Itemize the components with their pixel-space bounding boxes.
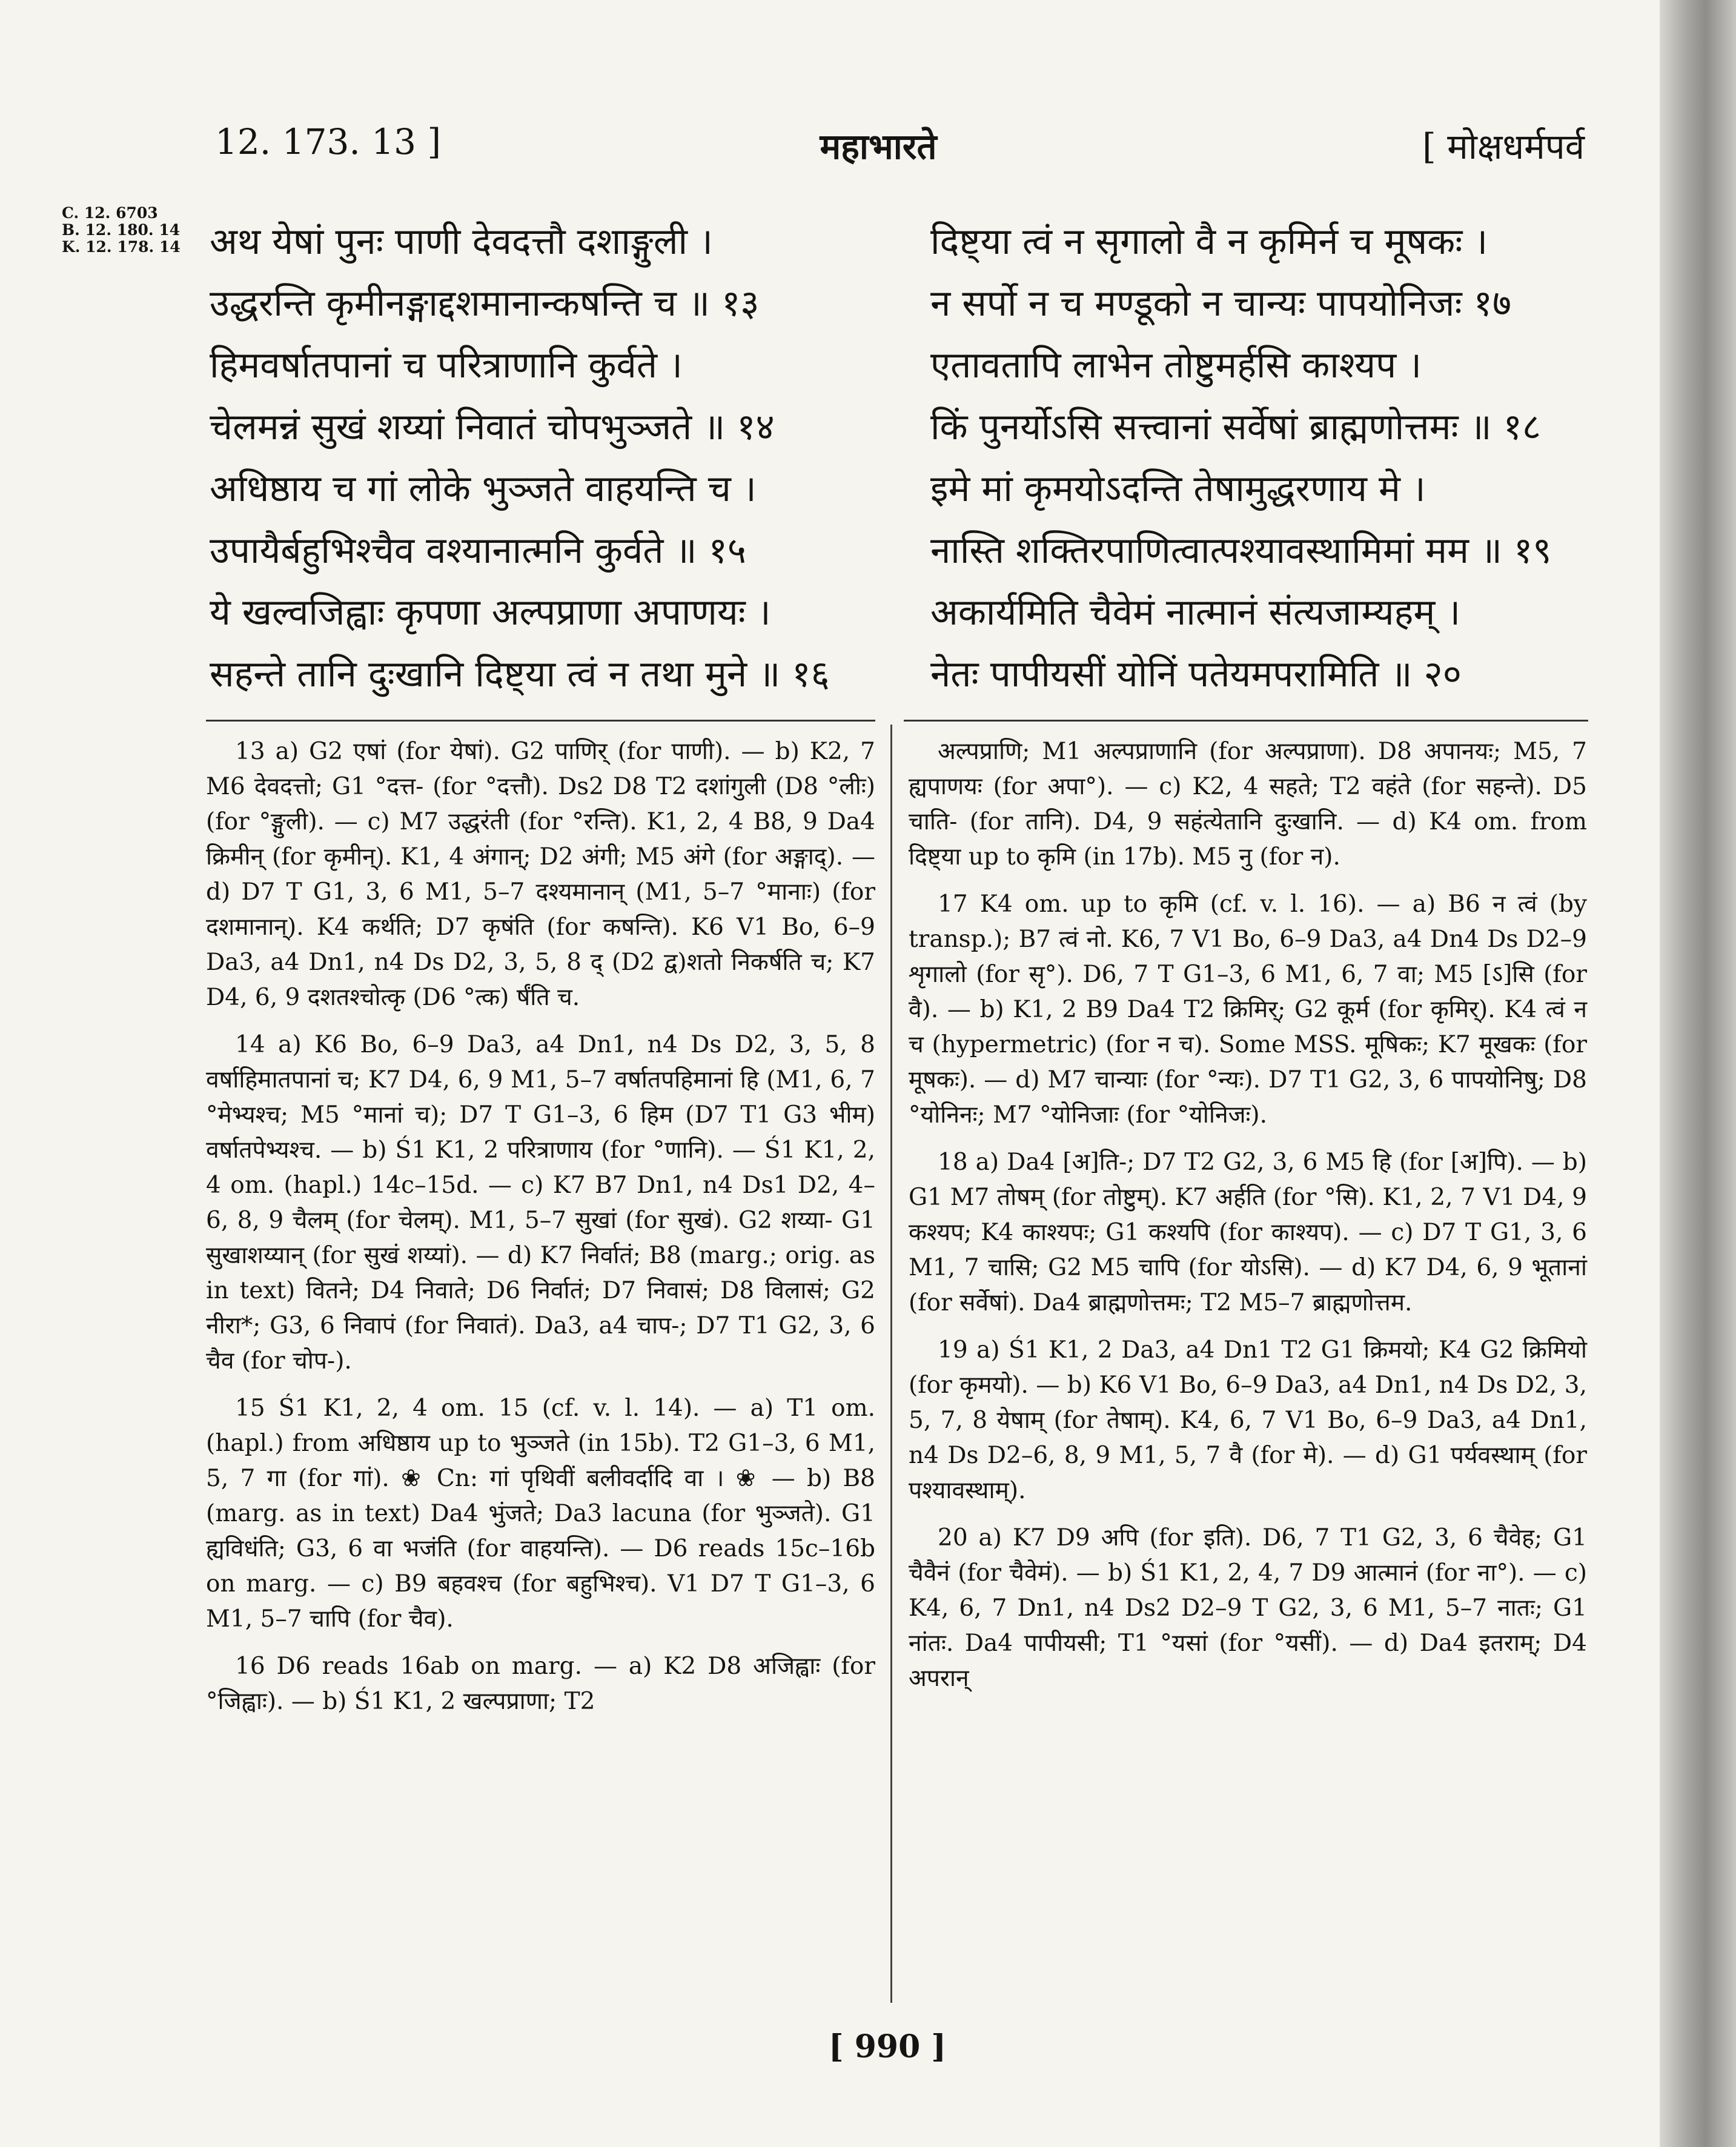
verse-line: अधिष्ठाय च गां लोके भुञ्जते वाहयन्ति च ।: [210, 468, 757, 510]
verse-line: न सर्पो न च मण्डूको न चान्यः पापयोनिजः १७: [930, 282, 1512, 325]
critical-note: 15 Ś1 K1, 2, 4 om. 15 (cf. v. l. 14). — a) T1 om. (hapl.) from अधिष्ठाय up to भुञ्जते (in 15b). T2 G1–3, 6 M1, 5, 7 गा (for गां). ❀ Cn: गां पृथिवीं बलीवर्दादि वा । ❀ — b) B8 (marg. as in text) Da4 भुंजते; Da3 lacuna (for भुञ्जते). G1 ह्यविधंति; G3, 6 वा भजंति (for वाहयन्ति). — D6 reads 15c–16b on marg. — c) B9 बहवश्च (for बहुभिश्च). V1 D7 T G1–3, 6 M1, 5–7 चापि (for चैव).: [206, 1395, 875, 1633]
chapter-reference: 12. 173. 13 ]: [215, 121, 442, 162]
verse-notes-rule: [206, 720, 875, 722]
verse-line: एतावतापि लाभेन तोष्टुमर्हसि काश्यप ।: [930, 344, 1422, 387]
section-title: [ मोक्षधर्मपर्व: [1422, 126, 1585, 167]
concordance-ref: C. 12. 6703: [62, 204, 158, 222]
verse-line: नेतः पापीयसीं योनिं पतेयमपरामिति ॥ २०: [930, 653, 1462, 695]
running-title: महाभारते: [820, 126, 937, 167]
verse-line: अकार्यमिति चैवेमं नात्मानं संत्यजाम्यहम् ।: [930, 591, 1461, 634]
column-divider: [890, 725, 892, 2003]
page-number: [ 990 ]: [829, 2028, 946, 2065]
verse-line: ये खल्वजिह्वाः कृपणा अल्पप्राणा अपाणयः ।: [210, 591, 771, 634]
verse-line: नास्ति शक्तिरपाणित्वात्पश्यावस्थामिमां मम ॥ १९: [930, 529, 1552, 572]
verse-line: किं पुनर्योऽसि सत्त्वानां सर्वेषां ब्राह्मणोत्तमः ॥ १८: [930, 406, 1542, 448]
critical-note: 18 a) Da4 [अ]ति-; D7 T2 G2, 3, 6 M5 हि (for [अ]पि). — b) G1 M7 तोषम् (for तोष्टुम्). K7 अर्हति (for °सि). K1, 2, 7 V1 D4, 9 कश्यप; K4 काश्यपः; G1 कश्यपि (for काश्यप). — c) D7 T G1, 3, 6 M1, 7 चासि; G2 M5 चापि (for योऽसि). — d) K7 D4, 6, 9 भूतानां (for सर्वेषां). Da4 ब्राह्मणोत्तमः; T2 M5–7 ब्राह्मणोत्तम.: [909, 1149, 1587, 1316]
concordance-refs: [62, 205, 181, 256]
book-spine-edge: [1660, 0, 1736, 2147]
verse-line: हिमवर्षातपानां च परित्राणानि कुर्वते ।: [210, 344, 683, 387]
verse-line: दिष्ट्या त्वं न सृगालो वै न कृमिर्न च मूषकः ।: [930, 221, 1488, 263]
verse-line: उद्धरन्ति कृमीनङ्गाद्दशमानान्कषन्ति च ॥ १३: [210, 282, 760, 325]
verse-column-left: [210, 211, 888, 705]
critical-note: 14 a) K6 Bo, 6–9 Da3, a4 Dn1, n4 Ds D2, 3, 5, 8 वर्षाहिमातपानां च; K7 D4, 6, 9 M1, 5–7 वर्षातपहिमानां हि (M1, 6, 7 °मेभ्यश्च; M5 °मानां च); D7 T G1–3, 6 हिम (D7 T1 G3 भीम) वर्षातपेभ्यश्च. — b) Ś1 K1, 2 परित्राणाय (for °णानि). — Ś1 K1, 2, 4 om. (hapl.) 14c–15d. — c) K7 B7 Dn1, n4 Ds1 D2, 4–6, 8, 9 चैलम् (for चेलम्). M1, 5–7 सुखां (for सुखं). G2 शय्या- G1 सुखाशय्यान् (for सुखं शय्यां). — d) K7 निर्वातं; B8 (marg.; orig. as in text) वितने; D4 निवाते; D6 निर्वातं; D7 निवासं; D8 विलासं; G2 नीरा*; G3, 6 निवापं (for निवातं). Da3, a4 चाप-; D7 T1 G2, 3, 6 चैव (for चोप-).: [206, 1031, 875, 1375]
critical-note: 16 D6 reads 16ab on marg. — a) K2 D8 अजिह्वाः (for °जिह्वाः). — b) Ś1 K1, 2 खल्पप्राणा; T2: [206, 1653, 875, 1715]
verse-notes-rule: [904, 720, 1588, 722]
verse-line: सहन्ते तानि दुःखानि दिष्ट्या त्वं न तथा मुने ॥ १६: [210, 653, 830, 695]
critical-note: 17 K4 om. up to कृमि (cf. v. l. 16). — a) B6 न त्वं (by transp.); B7 त्वं नो. K6, 7 V1 Bo, 6–9 Da3, a4 Dn4 Ds D2–9 शृगालो (for सृ°). D6, 7 T G1–3, 6 M1, 6, 7 वा; M5 [ऽ]सि (for वै). — b) K1, 2 B9 Da4 T2 क्रिमिर्; G2 कूर्म (for कृमिर्). K4 त्वं न च (hypermetric) (for न च). Some MSS. मूषिकः; K7 मूखकः (for मूषकः). — d) M7 चान्याः (for °न्यः). D7 T1 G2, 3, 6 पापयोनिषु; D8 °योनिनः; M7 °योनिजाः (for °योनिजः).: [909, 891, 1587, 1129]
critical-notes-left: [206, 734, 875, 1731]
verse-line: उपायैर्बहुभिश्चैव वश्यानात्मनि कुर्वते ॥ १५: [210, 529, 746, 572]
concordance-ref: K. 12. 178. 14: [62, 238, 181, 256]
concordance-ref: B. 12. 180. 14: [62, 221, 181, 239]
critical-notes-right: [909, 734, 1587, 1708]
verse-column-right: [930, 211, 1609, 705]
verse-line: इमे मां कृमयोऽदन्ति तेषामुद्धरणाय मे ।: [930, 468, 1426, 510]
critical-note: अल्पप्राणि; M1 अल्पप्राणानि (for अल्पप्राणा). D8 अपानयः; M5, 7 ह्यपाणयः (for अपा°). — c) K2, 4 सहते; T2 वहंते (for सहन्ते). D5 चाति- (for तानि). D4, 9 सहंत्येतानि दुःखानि. — d) K4 om. from दिष्ट्या up to कृमि (in 17b). M5 नु (for न).: [909, 738, 1587, 871]
critical-note: 19 a) Ś1 K1, 2 Da3, a4 Dn1 T2 G1 क्रिमयो; K4 G2 क्रिमियो (for कृमयो). — b) K6 V1 Bo, 6–9 Da3, a4 Dn1, n4 Ds D2, 3, 5, 7, 8 येषाम् (for तेषाम्). K4, 6, 7 V1 Bo, 6–9 Da3, a4 Dn1, n4 Ds D2–6, 8, 9 M1, 5, 7 वै (for मे). — d) G1 पर्यवस्थाम् (for पश्यावस्थाम्).: [909, 1336, 1587, 1504]
verse-line: अथ येषां पुनः पाणी देवदत्तौ दशाङ्गुली ।: [210, 221, 713, 263]
critical-note: 13 a) G2 एषां (for येषां). G2 पाणिर् (for पाणी). — b) K2, 7 M6 देवदत्तो; G1 °दत्त- (for °दत्तौ). Ds2 D8 T2 दशांगुली (D8 °लीः) (for °ङ्गुली). — c) M7 उद्धरंती (for °रन्ति). K1, 2, 4 B8, 9 Da4 क्रिमीन् (for कृमीन्). K1, 4 अंगान्; D2 अंगी; M5 अंगे (for अङ्गाद्). — d) D7 T G1, 3, 6 M1, 5–7 दश्यमानान् (M1, 5–7 °मानाः) (for दशमानान्). K4 कर्थति; D7 कृषंति (for कषन्ति). K6 V1 Bo, 6–9 Da3, a4 Dn1, n4 Ds D2, 3, 5, 8 द् (D2 द्व)शतो निकर्षति च; K7 D4, 6, 9 दशतश्चोत्कृ (D6 °त्क) र्षंति च.: [206, 738, 875, 1011]
critical-note: 20 a) K7 D9 अपि (for इति). D6, 7 T1 G2, 3, 6 चैवेह; G1 चैवैनं (for चैवेमं). — b) Ś1 K1, 2, 4, 7 D9 आत्मानं (for ना°). — c) K4, 6, 7 Dn1, n4 Ds2 D2–9 T G2, 3, 6 M1, 5–7 नातः; G1 नांतः. Da4 पापीयसी; T1 °यसां (for °यसीं). — d) Da4 इतराम्; D4 अपरान्: [909, 1524, 1587, 1692]
verse-line: चेलमन्नं सुखं शय्यां निवातं चोपभुञ्जते ॥ १४: [210, 406, 775, 448]
